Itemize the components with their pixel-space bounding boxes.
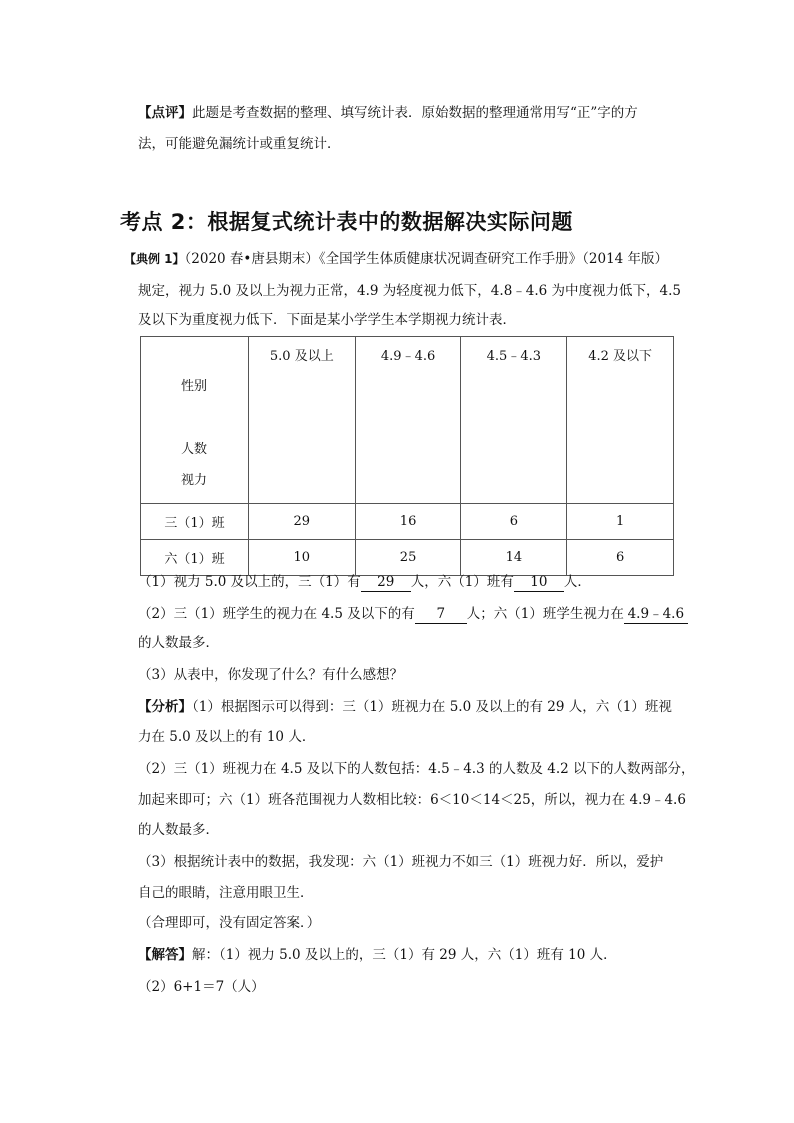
table-cell: 14 — [461, 540, 567, 576]
question-1-text-c: 人． — [563, 574, 591, 590]
analysis-line-1 — [138, 697, 672, 717]
question-1-text-a: （1）视力 5.0 及以上的，三（1）有 — [138, 574, 361, 590]
corner-label-gender: 性别 — [181, 379, 208, 394]
comment-tag: 【点评】 — [138, 105, 192, 121]
question-1-text-b: 人，六（1）班有 — [410, 574, 514, 590]
table-row — [141, 540, 674, 576]
example-line-2: 规定，视力 5.0 及以上为视力正常，4.9 为轻度视力低下，4.8﹣4.6 为中度视力低下，4.5 — [138, 283, 682, 299]
table-corner-cell — [141, 337, 249, 504]
question-2-text-a: （2）三（1）班学生的视力在 4.5 及以下的有 — [138, 606, 415, 622]
comment-text-1: 此题是考查数据的整理、填写统计表．原始数据的整理通常用写“正”字的方 — [192, 105, 638, 121]
answer-blank: 29 — [361, 574, 411, 592]
question-3: （3）从表中，你发现了什么？有什么感想？ — [138, 667, 404, 683]
comment-line-1 — [138, 103, 638, 123]
analysis-line-2: 力在 5.0 及以上的有 10 人． — [138, 729, 316, 745]
analysis-line-3: （2）三（1）班视力在 4.5 及以下的人数包括：4.5﹣4.3 的人数及 4.2 以下的人数两部分， — [138, 761, 695, 777]
comment-line-2: 法，可能避免漏统计或重复统计． — [138, 136, 341, 152]
analysis-line-8: （合理即可，没有固定答案．） — [138, 915, 321, 931]
question-2-text-b: 人；六（1）班学生视力在 — [466, 606, 624, 622]
answer-blank: 10 — [514, 574, 564, 592]
table-cell: 10 — [248, 540, 355, 576]
analysis-line-6: （3）根据统计表中的数据，我发现：六（1）班视力不如三（1）班视力好．所以，爱护 — [138, 854, 664, 870]
analysis-line-7: 自己的眼睛，注意用眼卫生． — [138, 885, 314, 901]
analysis-text-1: （1）根据图示可以得到：三（1）班视力在 5.0 及以上的有 29 人，六（1）班视 — [192, 699, 672, 715]
analysis-tag: 【分析】 — [138, 699, 192, 715]
column-header: 4.2 及以下 — [567, 337, 674, 504]
question-1 — [138, 572, 591, 592]
table-cell: 6 — [567, 540, 674, 576]
answer-blank: 4.9﹣4.6 — [624, 606, 688, 624]
section-title: 考点 2：根据复式统计表中的数据解决实际问题 — [120, 210, 573, 234]
answer-blank: 7 — [415, 606, 467, 624]
corner-label-count: 人数 — [181, 442, 208, 457]
example-line-1 — [124, 249, 668, 269]
table-cell: 6 — [461, 504, 567, 540]
answer-line-1 — [138, 945, 617, 965]
column-header: 4.9﹣4.6 — [355, 337, 461, 504]
table-row — [141, 504, 674, 540]
question-2-line-2: 的人数最多． — [138, 635, 219, 651]
table-cell: 25 — [355, 540, 461, 576]
example-tag: 【典例 1】 — [124, 252, 185, 266]
vision-statistics-table — [140, 336, 674, 576]
corner-label-vision: 视力 — [181, 473, 208, 488]
column-header: 4.5﹣4.3 — [461, 337, 567, 504]
table-cell: 16 — [355, 504, 461, 540]
table-header-row — [141, 337, 674, 504]
question-2 — [138, 604, 688, 624]
answer-tag: 【解答】 — [138, 947, 192, 963]
row-label: 六（1）班 — [141, 540, 249, 576]
table-cell: 1 — [567, 504, 674, 540]
column-header: 5.0 及以上 — [248, 337, 355, 504]
table-cell: 29 — [248, 504, 355, 540]
example-line-3: 及以下为重度视力低下．下面是某小学学生本学期视力统计表． — [138, 312, 516, 328]
answer-text-1: 解：（1）视力 5.0 及以上的，三（1）有 29 人，六（1）班有 10 人． — [192, 947, 617, 963]
answer-line-2: （2）6+1＝7（人） — [138, 979, 265, 995]
analysis-line-4: 加起来即可；六（1）班各范围视力人数相比较：6＜10＜14＜25，所以，视力在 4.9﹣4.6 — [138, 792, 686, 808]
row-label: 三（1）班 — [141, 504, 249, 540]
example-text-1: （2020 春•唐县期末）《全国学生体质健康状况调查研究工作手册》（2014 年版） — [184, 251, 669, 267]
analysis-line-5: 的人数最多． — [138, 822, 219, 838]
